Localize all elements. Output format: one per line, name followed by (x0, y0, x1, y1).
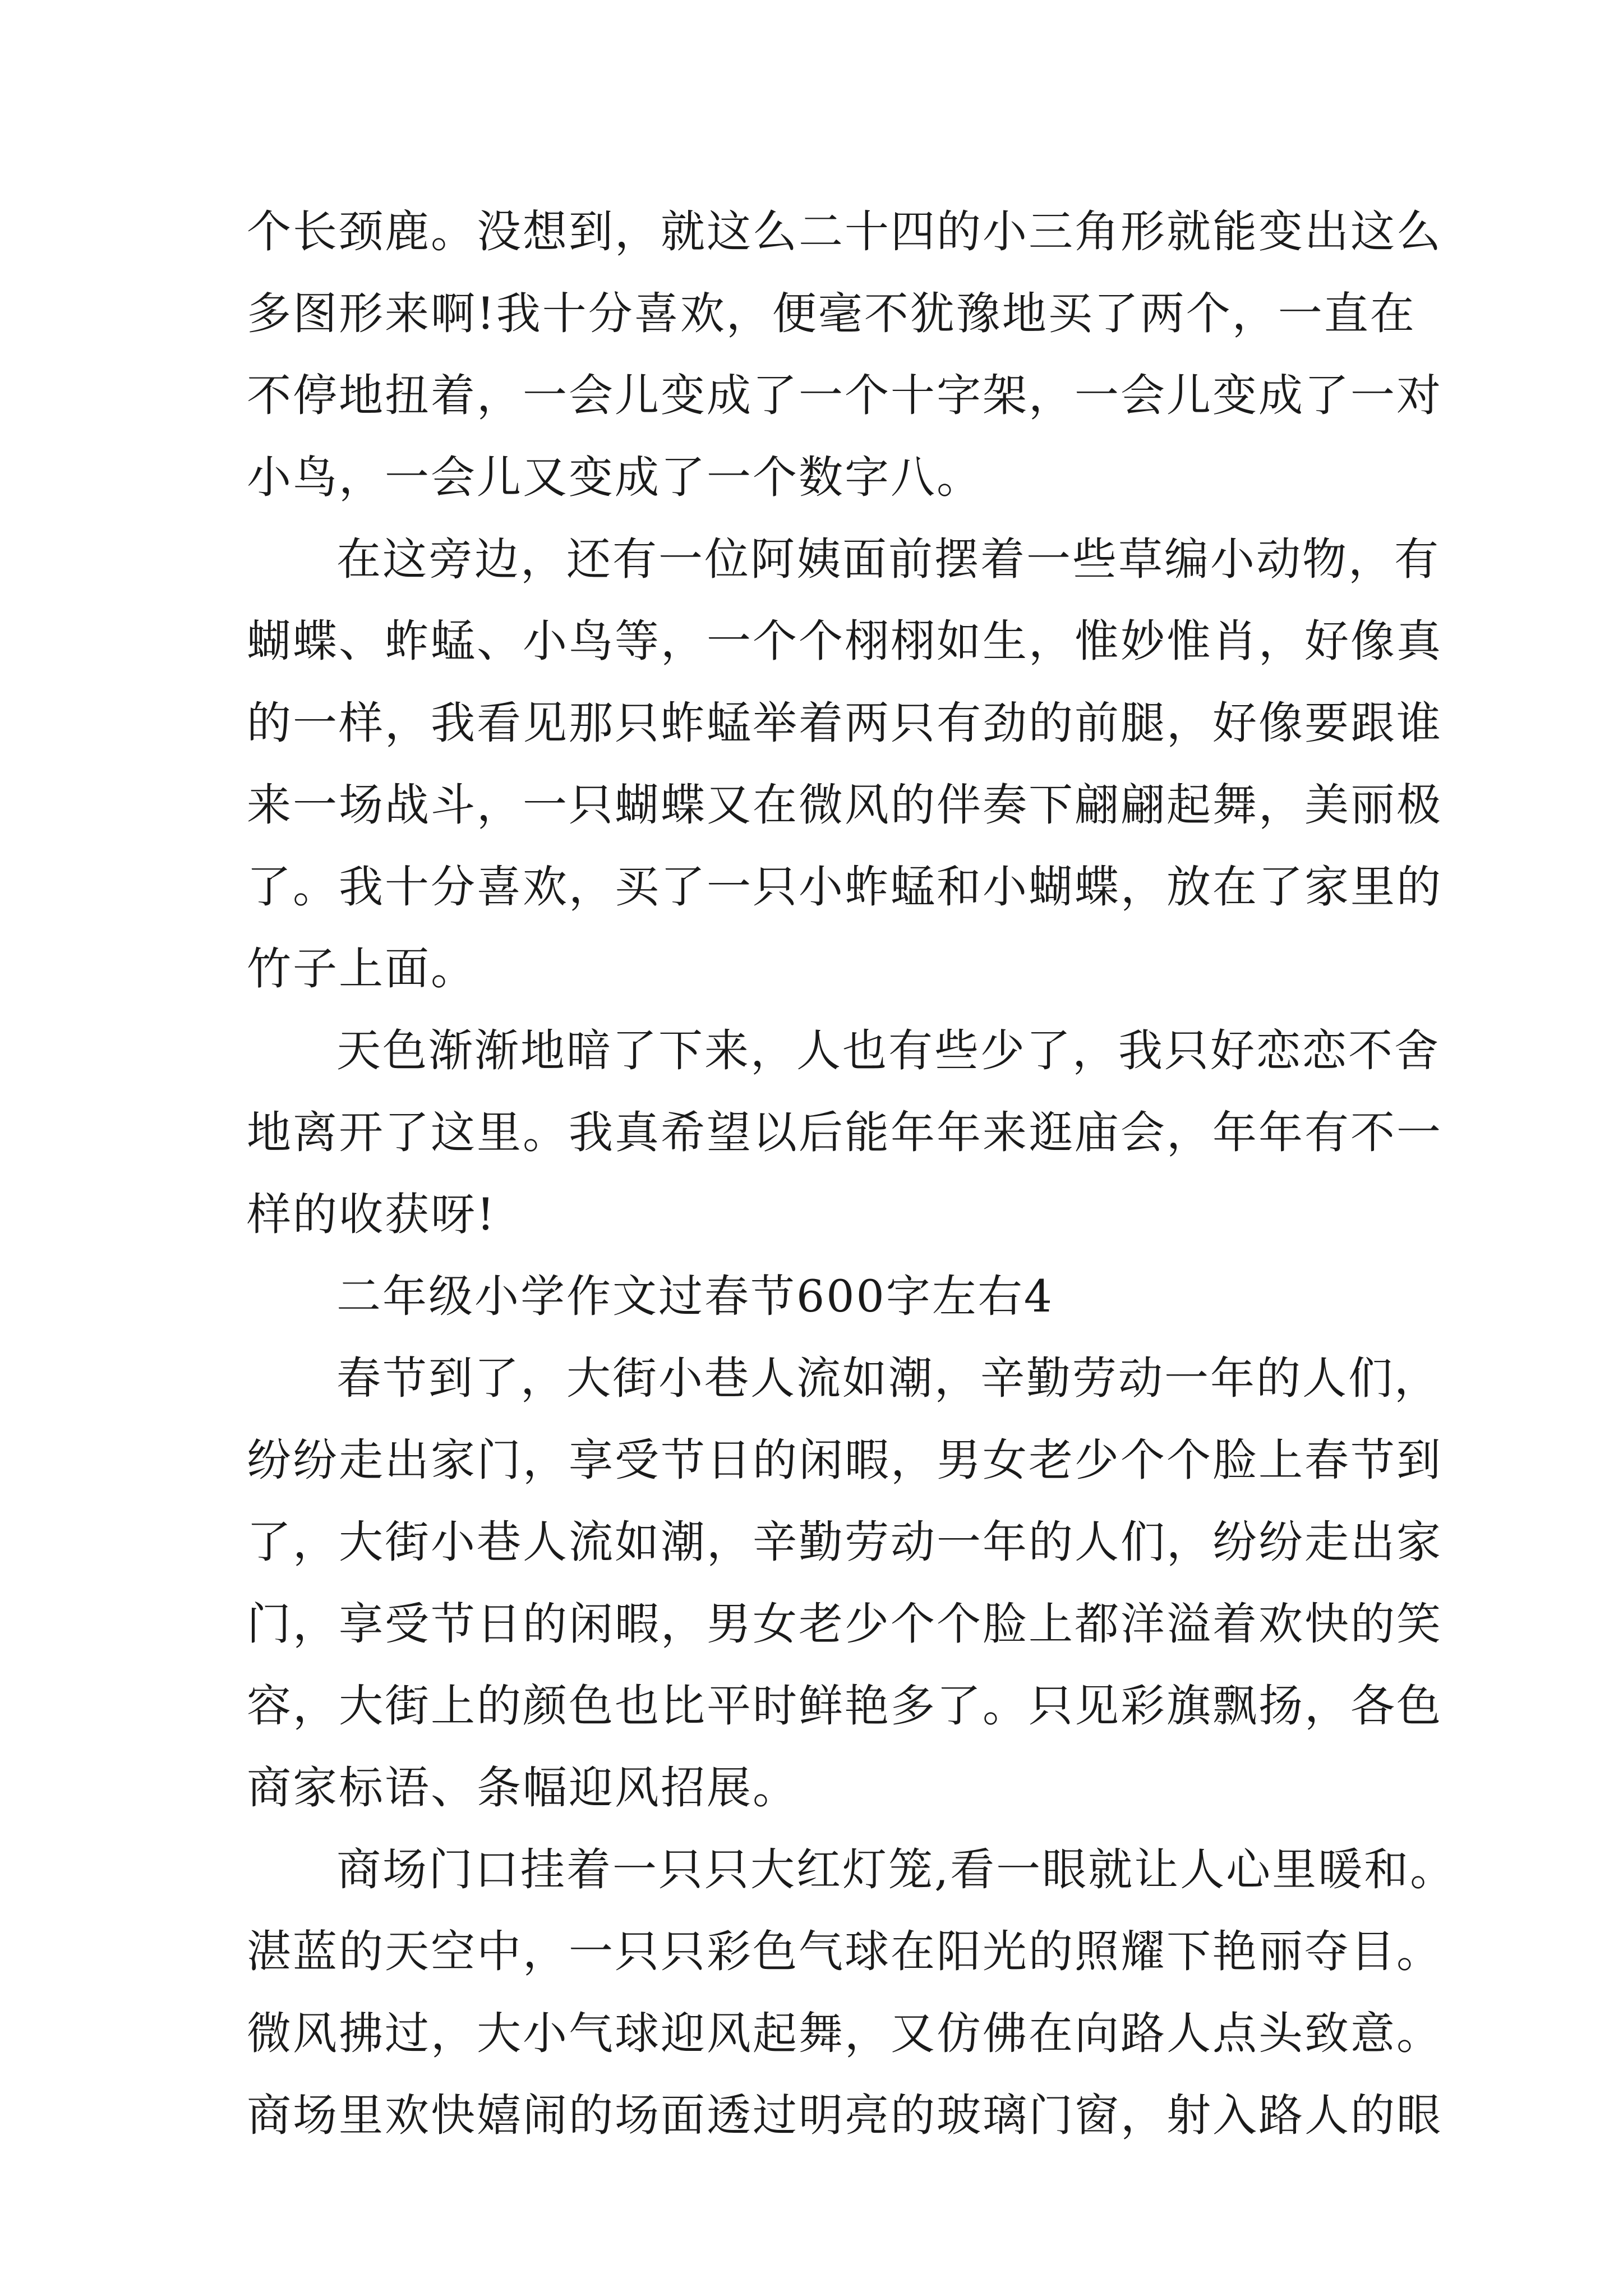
text-line: 商场里欢快嬉闹的场面透过明亮的玻璃门窗，射入路人的眼 (247, 2090, 1442, 2141)
paragraph-first-line: 商场门口挂着一只只大红灯笼,看一眼就让人心里暖和。 (336, 1844, 1456, 1895)
document-body (247, 191, 1456, 2156)
paragraph-first-line: 天色渐渐地暗了下来，人也有些少了，我只好恋恋不舍 (336, 1025, 1440, 1076)
text-line: 纷纷走出家门，享受节日的闲暇，男女老少个个脸上春节到 (247, 1434, 1442, 1486)
text-line: 商家标语、条幅迎风招展。 (247, 1762, 799, 1814)
text-line: 地离开了这里。我真希望以后能年年来逛庙会，年年有不一 (247, 1107, 1442, 1158)
text-line: 小鸟，一会儿又变成了一个数字八。 (247, 452, 983, 503)
text-line: 微风拂过，大小气球迎风起舞，又仿佛在向路人点头致意。 (247, 2008, 1442, 2059)
text-line: 多图形来啊!我十分喜欢，便毫不犹豫地买了两个，一直在 (247, 288, 1416, 339)
text-line: 的一样，我看见那只蚱蜢举着两只有劲的前腿，好像要跟谁 (247, 697, 1442, 749)
text-line: 蝴蝶、蚱蜢、小鸟等，一个个栩栩如生，惟妙惟肖，好像真 (247, 615, 1442, 667)
text-line: 了。我十分喜欢，买了一只小蚱蜢和小蝴蝶，放在了家里的 (247, 861, 1442, 913)
text-line: 不停地扭着，一会儿变成了一个十字架，一会儿变成了一对 (247, 370, 1442, 421)
text-line: 样的收获呀! (247, 1189, 496, 1240)
text-line: 竹子上面。 (247, 943, 477, 995)
text-line: 容，大街上的颜色也比平时鲜艳多了。只见彩旗飘扬，各色 (247, 1680, 1442, 1732)
paragraph-first-line: 在这旁边，还有一位阿姨面前摆着一些草编小动物，有 (336, 533, 1440, 585)
text-line: 了，大街小巷人流如潮，辛勤劳动一年的人们，纷纷走出家 (247, 1516, 1442, 1568)
text-line: 门，享受节日的闲暇，男女老少个个脸上都洋溢着欢快的笑 (247, 1598, 1442, 1650)
text-line: 来一场战斗，一只蝴蝶又在微风的伴奏下翩翩起舞，美丽极 (247, 779, 1442, 831)
text-line: 湛蓝的天空中，一只只彩色气球在阳光的照耀下艳丽夺目。 (247, 1926, 1442, 1977)
paragraph-first-line: 春节到了，大街小巷人流如潮，辛勤劳动一年的人们， (336, 1352, 1440, 1404)
section-heading: 二年级小学作文过春节600字左右4 (336, 1271, 1054, 1322)
text-line: 个长颈鹿。没想到，就这么二十四的小三角形就能变出这么 (247, 206, 1442, 257)
